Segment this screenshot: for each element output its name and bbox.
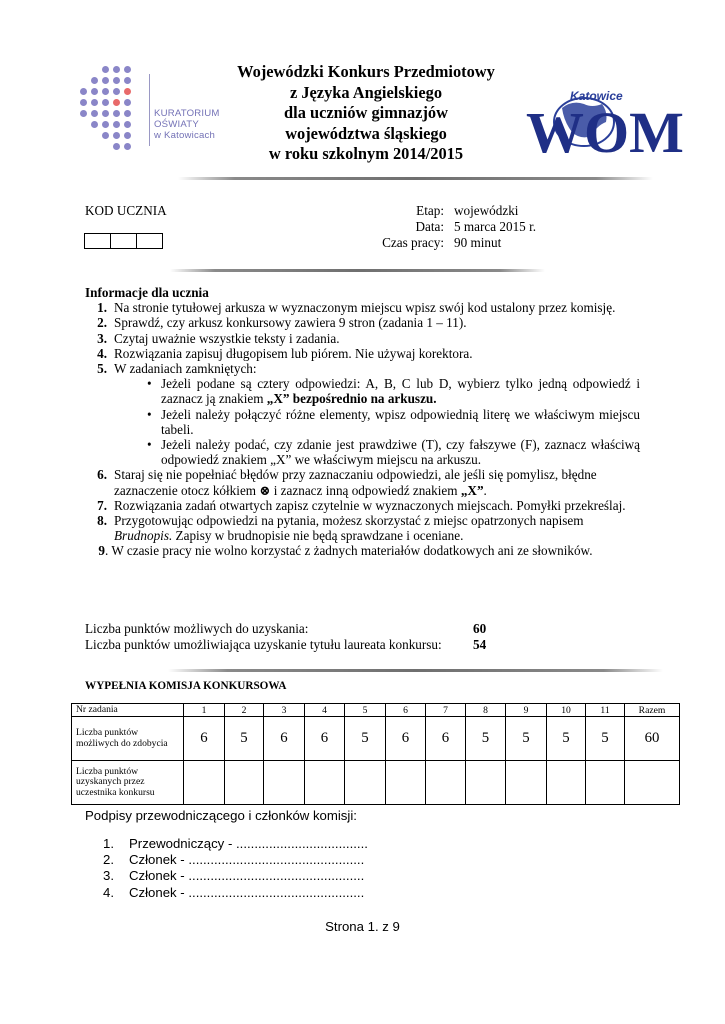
komisja-heading: WYPEŁNIA KOMISJA KONKURSOWA — [85, 680, 287, 692]
logo-dot — [91, 121, 98, 128]
logo-dot — [102, 110, 109, 117]
kuratorium-logo-divider — [149, 74, 150, 146]
logo-dot — [80, 110, 87, 117]
page-number: Strona 1. z 9 — [325, 919, 400, 934]
logo-dot — [113, 110, 120, 117]
logo-dot — [124, 110, 131, 117]
student-instructions — [85, 285, 640, 559]
logo-dot — [124, 121, 131, 128]
exam-meta: Etap: wojewódzki Data: 5 marca 2015 r. Czas pracy: 90 minut — [382, 203, 537, 250]
logo-dot — [91, 99, 98, 106]
logo-dot — [102, 88, 109, 95]
table-row: Liczba punktów uzyskanych przez uczestnika konkursu — [72, 761, 680, 805]
list-item: 4. Rozwiązania zapisuj długopisem lub piórem. Nie używaj korektora. — [97, 345, 473, 361]
logo-dot — [113, 66, 120, 73]
list-item: 1. Na stronie tytułowej arkusza w wyznaczonym miejscu wpisz swój kod ustalony przez komisję. — [97, 300, 616, 316]
list-item: 2. Członek - ................................................ — [103, 852, 365, 868]
logo-dot — [124, 99, 131, 106]
logo-dot — [124, 66, 131, 73]
logo-dot — [124, 143, 131, 150]
logo-dot — [113, 143, 120, 150]
list-item: 8. Przygotowując odpowiedzi na pytania, możesz skorzystać z miejsc opatrzonych napisem Brudnopis. Zapisy w brudnopisie nie będą sprawdzane i oceniane. — [97, 513, 584, 544]
list-item: 3. Czytaj uważnie wszystkie teksty i zadania. — [97, 330, 340, 346]
kuratorium-logo-text: KURATORIUM OŚWIATY w Katowicach — [154, 108, 220, 141]
circled-x-icon: ⊗ — [259, 482, 271, 498]
signatures-heading: Podpisy przewodniczącego i członków komisji: — [85, 808, 357, 823]
logo-dot — [124, 132, 131, 139]
logo-dot — [124, 88, 131, 95]
logo-dot — [113, 121, 120, 128]
table-row: Liczba punktów możliwych do zdobycia 6 5 6 6 5 6 6 5 5 5 5 60 — [72, 717, 680, 761]
logo-dot — [80, 99, 87, 106]
signatures-list — [103, 836, 368, 901]
logo-dot — [113, 99, 120, 106]
meta-divider — [170, 269, 545, 272]
wom-logo-city: Katowice — [570, 89, 623, 103]
score-table: Nr zadania 1 2 3 4 5 6 7 8 9 10 11 Razem Liczba punktów możliwych do zdobycia 6 5 6 6 5 6 6 5 5 5 5 60 Liczba punktów uzyskanych przez uczestnika konkursu — [71, 703, 680, 805]
list-item: 9 . W czasie pracy nie wolno korzystać z żadnych materiałów dodatkowych ani ze słowników. — [98, 543, 593, 559]
logo-dot — [102, 66, 109, 73]
logo-dot — [91, 77, 98, 84]
list-item: 5. W zadaniach zamkniętych: — [97, 361, 257, 377]
list-item: 2. Sprawdź, czy arkusz konkursowy zawiera 9 stron (zadania 1 – 11). — [97, 315, 467, 331]
logo-dot — [102, 132, 109, 139]
logo-dot — [113, 88, 120, 95]
wom-logo — [518, 78, 684, 165]
points-summary: Liczba punktów możliwych do uzyskania: 60 Liczba punktów umożliwiająca uzyskanie tytułu laureata konkursu: 54 — [85, 621, 487, 652]
list-item: 3. Członek - ................................................ — [103, 868, 365, 884]
wom-logo-letters: WOM — [526, 100, 684, 165]
logo-dot — [113, 132, 120, 139]
list-item: 7. Rozwiązania zadań otwartych zapisz czytelnie w wyznaczonych miejscach. Pomyłki przekreślaj. — [97, 497, 626, 513]
student-code-label: KOD UCZNIA — [85, 203, 167, 218]
list-item: 4. Członek - ................................................ — [103, 884, 365, 900]
kuratorium-logo-dots — [80, 66, 142, 156]
logo-dot — [102, 121, 109, 128]
bullet-item: • Jeżeli należy podać, czy zdanie jest prawdziwe (T), czy fałszywe (F), zaznacz właściwą odpowiedź znakiem „X” we właściwym miejscu na arkuszu. — [147, 437, 640, 468]
logo-dot — [113, 77, 120, 84]
logo-dot — [91, 110, 98, 117]
logo-dot — [102, 99, 109, 106]
logo-dot — [102, 77, 109, 84]
list-item: 6. Staraj się nie popełniać błędów przy zaznaczaniu odpowiedzi, ale jeśli się pomylisz, błędne zaznaczenie otocz kółkiem ⊗ i zaznacz inną odpowiedź znakiem „X”. — [97, 467, 597, 498]
list-item: 1. Przewodniczący - .................................... — [103, 836, 368, 851]
logo-dot — [91, 88, 98, 95]
logo-dot — [124, 77, 131, 84]
points-divider — [168, 669, 663, 672]
header-divider — [178, 177, 653, 180]
student-code-boxes[interactable] — [84, 233, 163, 249]
instructions-heading: Informacje dla ucznia — [85, 285, 209, 300]
bullet-item: • Jeżeli podane są cztery odpowiedzi: A, B, C lub D, wybierz tylko jedną odpowiedź i zaznacz ją znakiem „X” bezpośrednio na arkuszu. — [147, 376, 640, 407]
bullet-item: • Jeżeli należy połączyć różne elementy, wpisz odpowiednią literę we właściwym miejscu tabeli. — [147, 406, 640, 437]
logo-dot — [80, 88, 87, 95]
contest-title: Wojewódzki Konkurs Przedmiotowy z Języka Angielskiego dla uczniów gimnazjów województwa śląskiego w roku szkolnym 2014/2015 — [237, 62, 495, 164]
